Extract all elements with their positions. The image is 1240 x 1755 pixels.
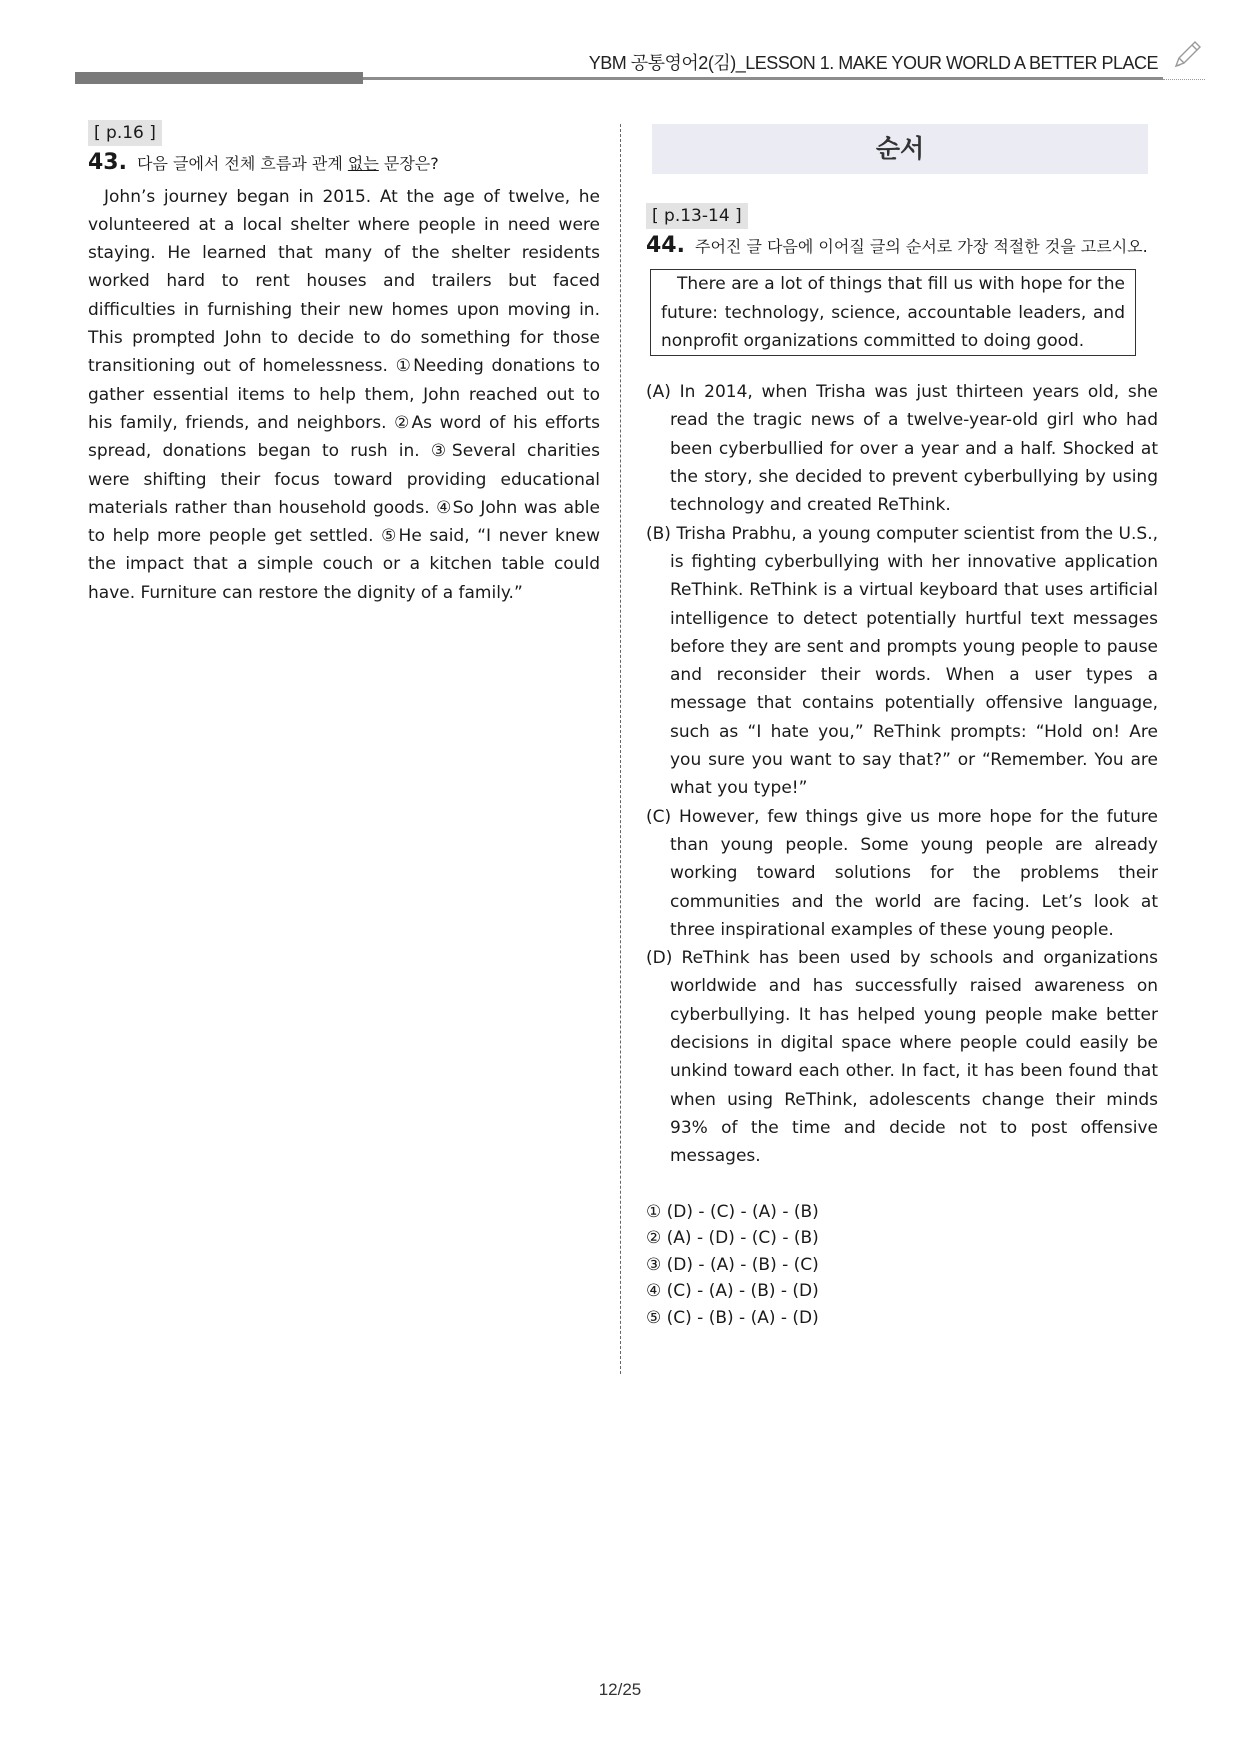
answer-option[interactable]: ③ (D) - (A) - (B) - (C) <box>646 1254 819 1275</box>
prompt-underlined-word: 없는 <box>347 154 379 174</box>
answer-options <box>646 1199 1158 1332</box>
answer-option[interactable]: ① (D) - (C) - (A) - (B) <box>646 1201 819 1222</box>
paragraph-d <box>646 944 1158 1170</box>
answer-option[interactable]: ④ (C) - (A) - (B) - (D) <box>646 1281 819 1301</box>
answer-option[interactable]: ② (A) - (D) - (C) - (B) <box>646 1228 819 1248</box>
paragraph-label: (C) <box>646 806 672 827</box>
paragraph-text: In 2014, when Trisha was just thirteen years old, she read the tragic news of a twelve-year-old girl who had been cyberbullied for over a year and a half. Shocked at the story, she decided to prevent cyberbullying by using technology and created ReThink. <box>670 382 1158 516</box>
question-prompt <box>88 149 600 178</box>
question-number: 44. <box>646 233 685 259</box>
question-44 <box>646 124 1158 1331</box>
question-text <box>137 150 439 178</box>
answer-option[interactable]: ⑤ (C) - (B) - (A) - (D) <box>646 1307 819 1328</box>
paragraph-label: (D) <box>646 948 673 969</box>
given-passage-box: There are a lot of things that fill us with hope for the future: technology, science, accountable leaders, and nonprofit organizations committed to doing good. <box>650 269 1136 356</box>
page-number: 12/25 <box>598 1680 642 1699</box>
paragraph-c <box>646 803 1158 944</box>
paragraph-b <box>646 520 1158 803</box>
question-text: 주어진 글 다음에 이어질 글의 순서로 가장 적절한 것을 고르시오. <box>694 237 1148 257</box>
header-bar-dark <box>75 72 363 84</box>
document-header-title: YBM 공통영어2(김)_LESSON 1. MAKE YOUR WORLD A BETTER PLACE <box>588 53 1158 73</box>
paragraph-label: (A) <box>646 382 671 403</box>
header-dotted-rule <box>1163 79 1205 80</box>
paragraph-text: ReThink has been used by schools and organizations worldwide and has successfully raised awareness on cyberbullying. It has helped young people make better decisions in digital space where people could easily be unkind toward each other. In fact, it has been found that when using ReThink, adolescents change their minds 93% of the time and decide not to post offensive messages. <box>670 948 1158 1167</box>
pencil-icon <box>1170 38 1204 72</box>
prompt-text-part: 다음 글에서 전체 흐름과 관계 <box>136 154 348 174</box>
prompt-text-part: 문장은? <box>378 154 439 174</box>
paragraph-text: Trisha Prabhu, a young computer scientist from the U.S., is fighting cyberbullying with her innovative application ReThink. ReThink is a virtual keyboard that uses artificial intelligence to detect potentially hurtful text messages before they are sent and prompts young people to pause and reconsider their words. When a user types a message that contains potentially offensive language, such as “I hate you,” ReThink prompts: “Hold on! Are you sure you want to say that?” or “Remember. You are what you type!” <box>670 523 1158 799</box>
reading-passage: John’s journey began in 2015. At the age of twelve, he volunteered at a local shelter where people in need were staying. He learned that many of the shelter residents worked hard to rent houses and trailers but faced difficulties in furnishing their new homes upon moving in. This prompted John to decide to do something for those transitioning out of homelessness. ①Needing donations to gather essential items to help them, John reached out to his family, friends, and neighbors. ②As word of his efforts spread, donations began to rush in. ③Several charities were shifting their focus toward providing educational materials rather than household goods. ④So John was able to help more people get settled. ⑤He said, “I never knew the impact that a simple couch or a kitchen table could have. Furniture can restore the dignity of a family.” <box>88 186 600 603</box>
question-prompt <box>646 232 1158 261</box>
page-reference: [ p.13-14 ] <box>646 203 748 229</box>
paragraph-a <box>646 378 1158 519</box>
paragraph-text: However, few things give us more hope for the future than young people. Some young people are already working toward solutions for the problems their communities and the world are facing. Let’s look at three inspirational examples of these young people. <box>670 806 1159 940</box>
question-number: 43. <box>88 150 127 176</box>
paragraph-label: (B) <box>646 523 671 544</box>
page-reference: [ p.16 ] <box>88 120 162 146</box>
header-rule <box>363 77 1163 80</box>
column-divider <box>620 124 621 1374</box>
question-43 <box>88 119 600 607</box>
section-title: 순서 <box>652 124 1148 174</box>
